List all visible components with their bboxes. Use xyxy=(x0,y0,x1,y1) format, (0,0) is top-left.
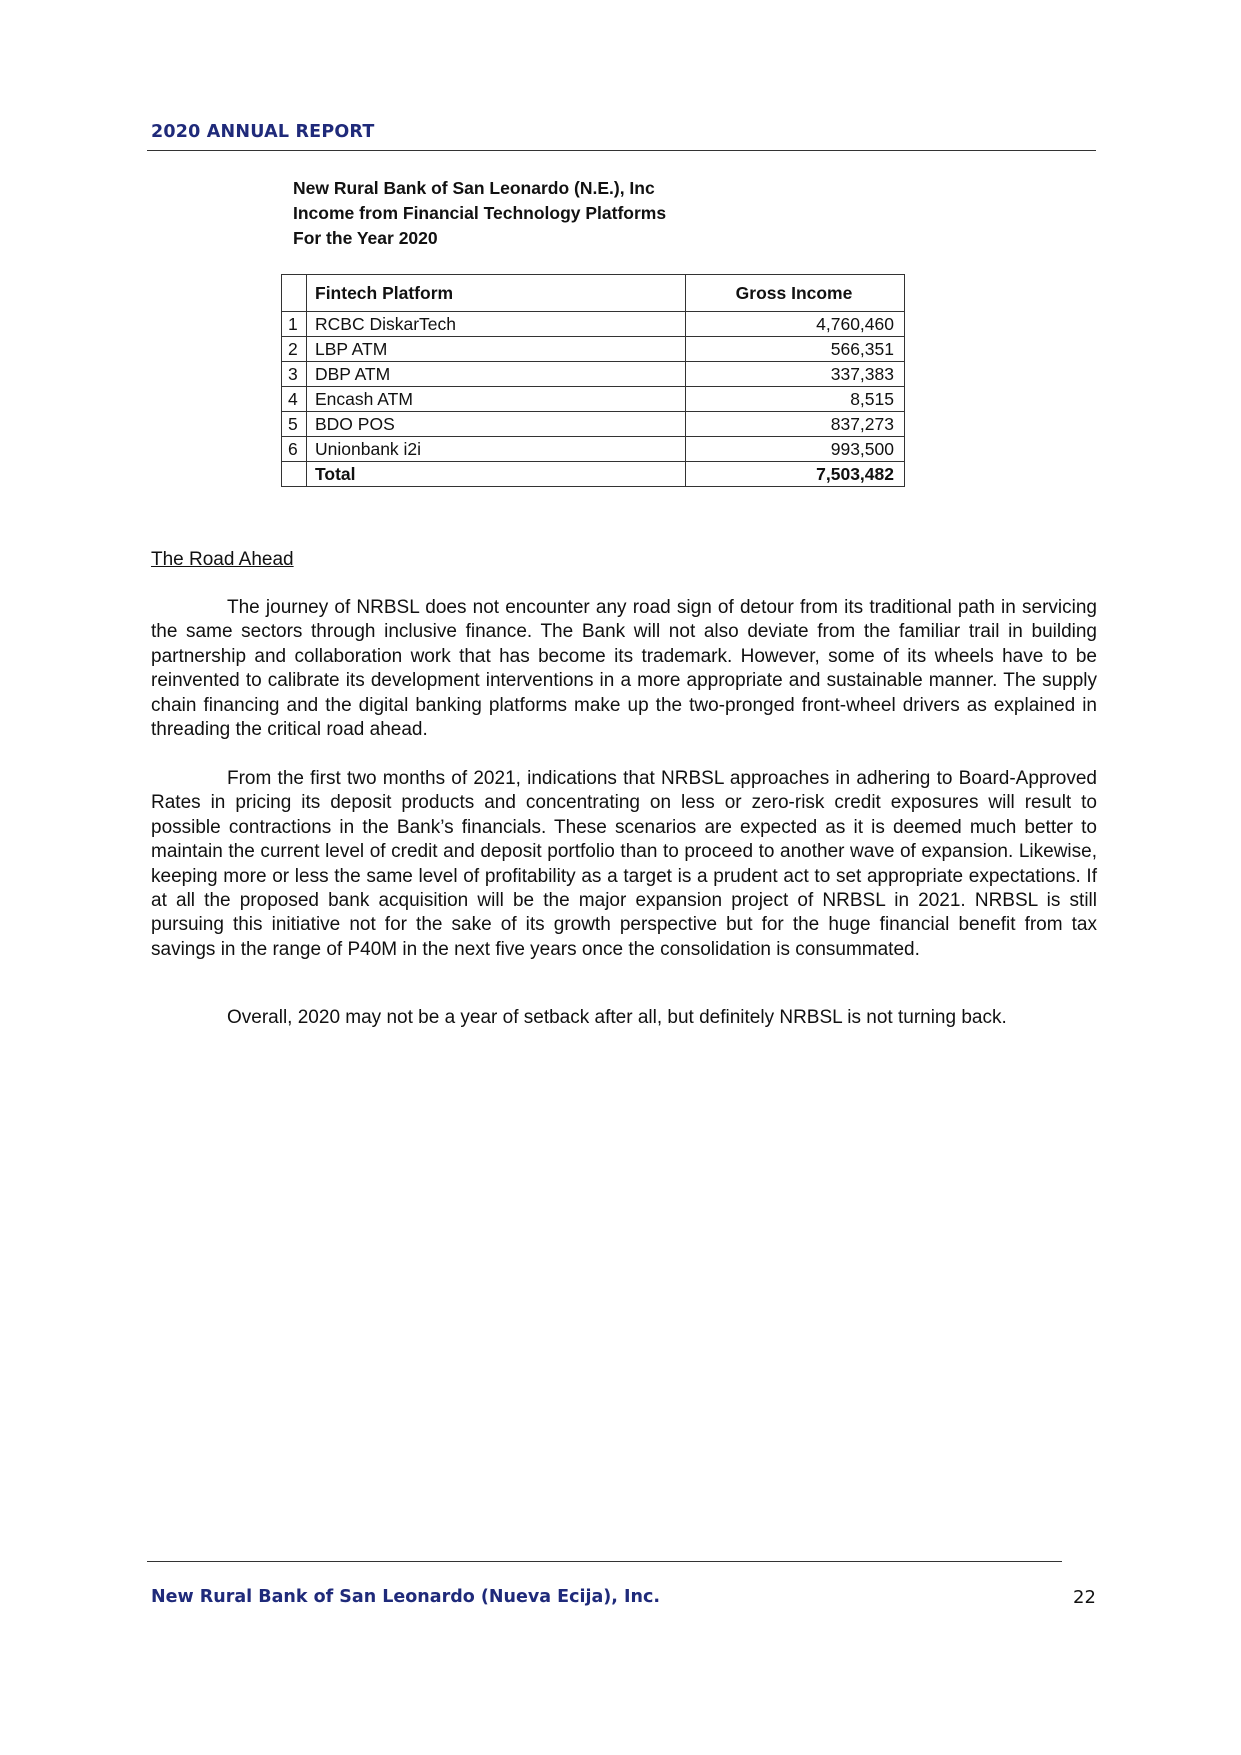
total-label: Total xyxy=(307,462,686,487)
table-row xyxy=(282,412,905,437)
table-heading-period: For the Year 2020 xyxy=(293,228,438,248)
report-title: 2020 ANNUAL REPORT xyxy=(151,122,375,142)
paragraph-outlook-2021: From the first two months of 2021, indications that NRBSL approaches in adhering to Board-Approved Rates in pricing its deposit products and concentrating on less or zero-risk credit exposures will result to possible contractions in the Bank’s financials. These scenarios are expected as it is deemed much better to maintain the current level of credit and deposit portfolio than to proceed to another wave of expansion. Likewise, keeping more or less the same level of profitability as a target is a prudent act to set appropriate expectations. If at all the proposed bank acquisition will be the major expansion project of NRBSL in 2021. NRBSL is still pursuing this initiative not for the sake of its growth perspective but for the huge financial benefit from tax savings in the range of P40M in the next five years once the consolidation is consummated. xyxy=(151,768,1097,960)
platform-name: Encash ATM xyxy=(307,387,686,412)
gross-income: 566,351 xyxy=(686,337,905,362)
table-header-row xyxy=(282,275,905,312)
table-row xyxy=(282,387,905,412)
total-income: 7,503,482 xyxy=(686,462,905,487)
row-number: 6 xyxy=(282,437,307,462)
section-heading: The Road Ahead xyxy=(151,549,294,570)
row-number: 4 xyxy=(282,387,307,412)
platform-name: DBP ATM xyxy=(307,362,686,387)
table-total-row xyxy=(282,462,905,487)
column-header-platform: Fintech Platform xyxy=(307,275,686,312)
gross-income: 837,273 xyxy=(686,412,905,437)
total-row-number xyxy=(282,462,307,487)
table-row xyxy=(282,312,905,337)
table-row xyxy=(282,337,905,362)
gross-income: 8,515 xyxy=(686,387,905,412)
paragraph-journey: The journey of NRBSL does not encounter any road sign of detour from its traditional path in servicing the same sectors through inclusive finance. The Bank will not also deviate from the familiar trail in building partnership and collaboration work that has become its trademark. However, some of its wheels have to be reinvented to calibrate its development interventions in a more appropriate and sustainable manner. The supply chain financing and the digital banking platforms make up the two-pronged front-wheel drivers as explained in threading the critical road ahead. xyxy=(151,597,1097,741)
platform-name: Unionbank i2i xyxy=(307,437,686,462)
table-row xyxy=(282,437,905,462)
platform-name: BDO POS xyxy=(307,412,686,437)
table-row xyxy=(282,362,905,387)
row-number: 5 xyxy=(282,412,307,437)
gross-income: 4,760,460 xyxy=(686,312,905,337)
gross-income: 337,383 xyxy=(686,362,905,387)
column-header-number xyxy=(282,275,307,312)
footer-bank-name: New Rural Bank of San Leonardo (Nueva Ecija), Inc. xyxy=(151,1587,660,1607)
column-header-income: Gross Income xyxy=(686,275,905,312)
paragraph-overall: Overall, 2020 may not be a year of setback after all, but definitely NRBSL is not turning back. xyxy=(227,1007,1007,1028)
header-divider xyxy=(147,150,1096,151)
gross-income: 993,500 xyxy=(686,437,905,462)
row-number: 3 xyxy=(282,362,307,387)
table-heading xyxy=(293,176,666,251)
table-heading-subject: Income from Financial Technology Platforms xyxy=(293,203,667,223)
footer-divider xyxy=(147,1561,1062,1562)
platform-name: LBP ATM xyxy=(307,337,686,362)
row-number: 2 xyxy=(282,337,307,362)
page-number: 22 xyxy=(1073,1587,1096,1608)
row-number: 1 xyxy=(282,312,307,337)
fintech-income-table xyxy=(281,274,905,487)
table-heading-bank: New Rural Bank of San Leonardo (N.E.), Inc xyxy=(293,178,655,198)
platform-name: RCBC DiskarTech xyxy=(307,312,686,337)
